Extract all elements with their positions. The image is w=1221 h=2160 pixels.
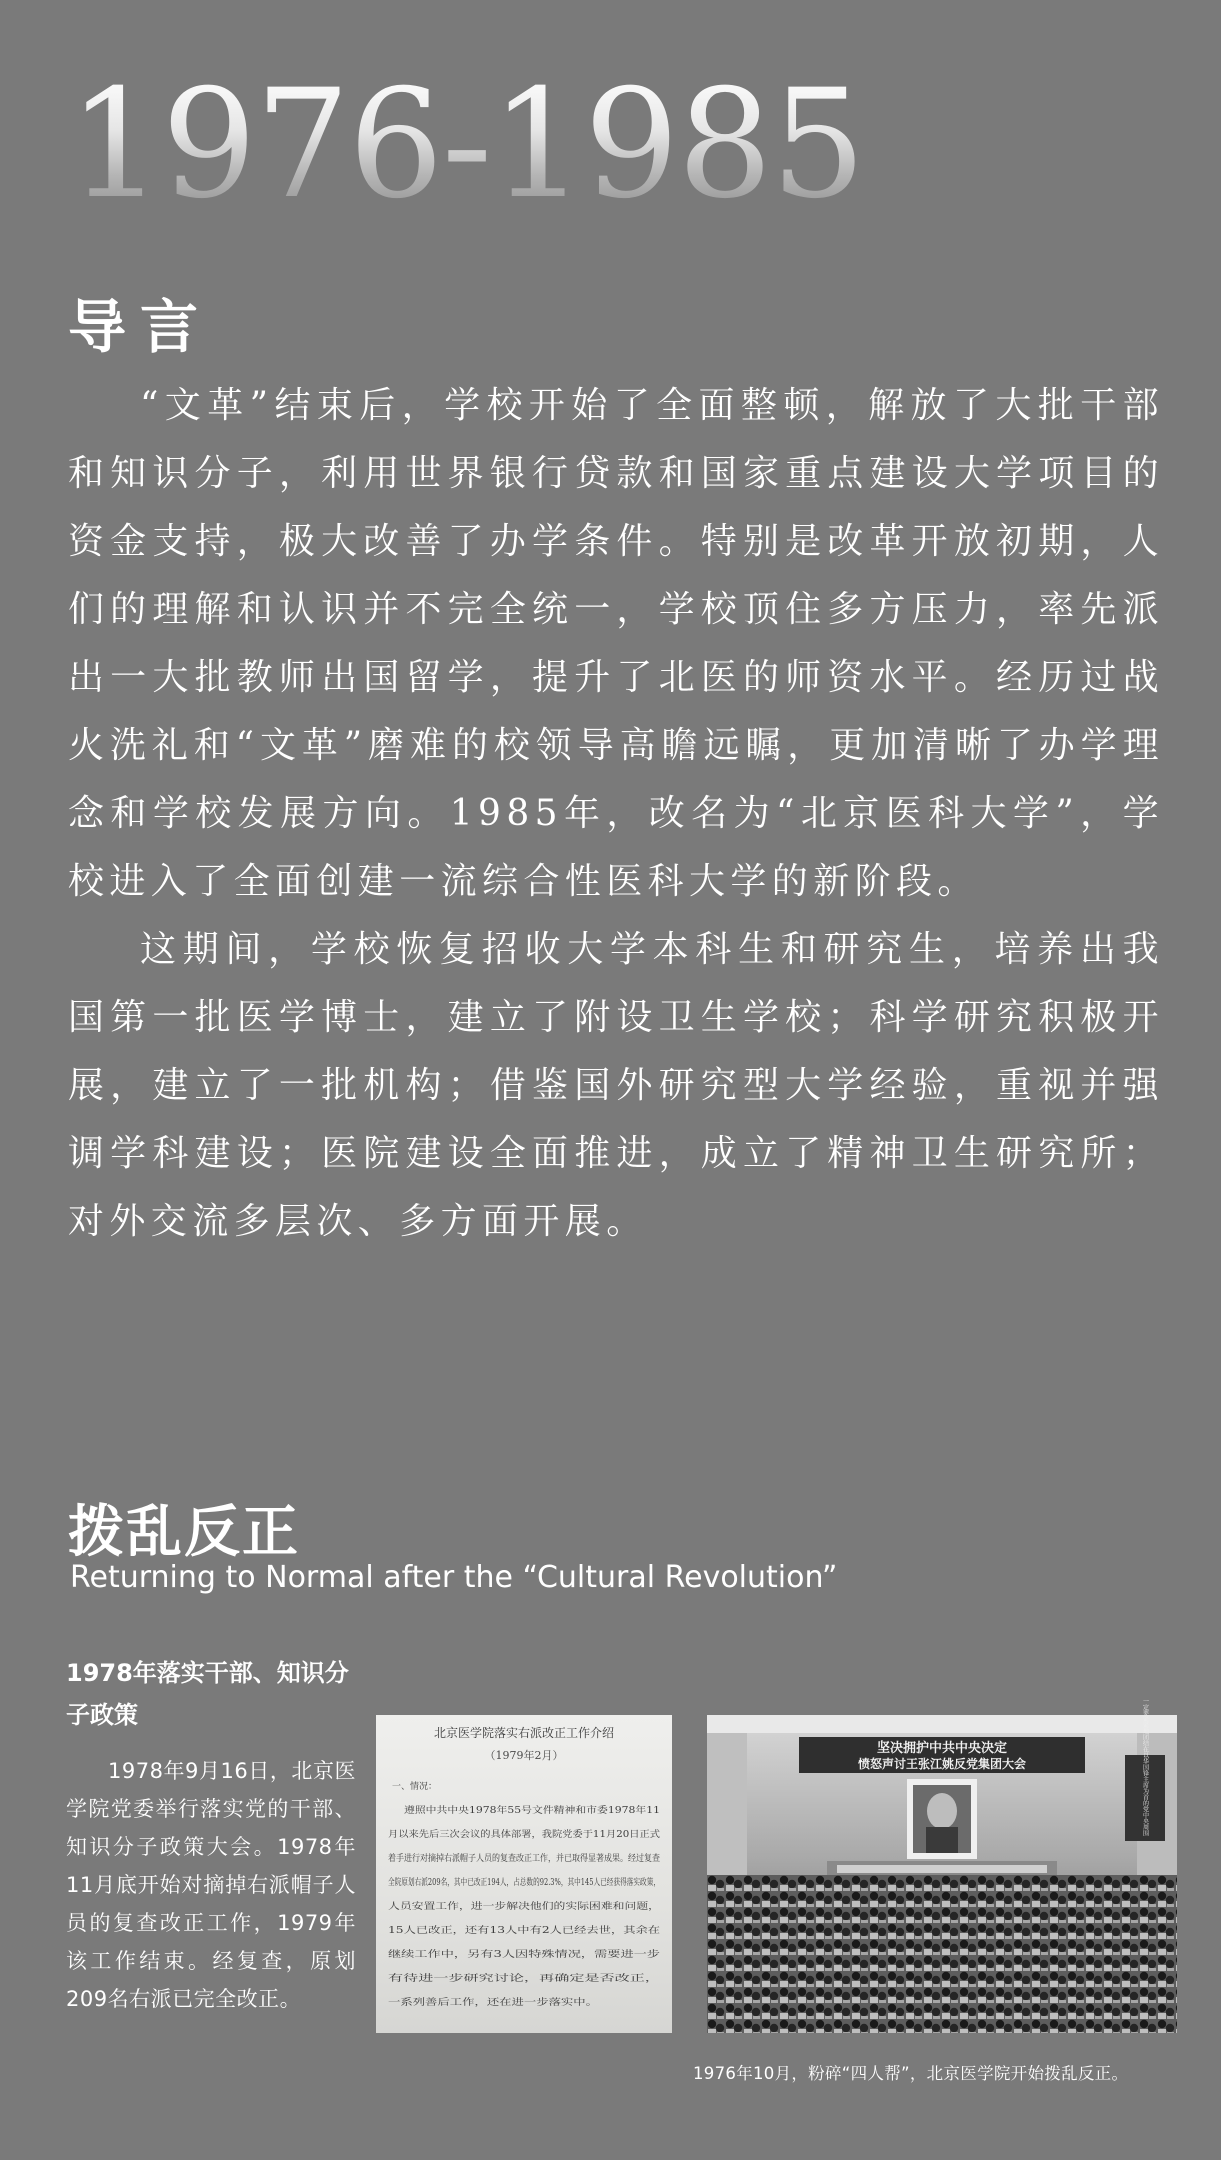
document-line: 一系列善后工作，还在进一步落实中。: [388, 1998, 542, 2008]
intro-paragraph-1: “文革”结束后，学校开始了全面整顿，解放了大批干部和知识分子，利用世界银行贷款和国家重点建设大学项目的资金支持，极大改善了办学条件。特别是改革开放初期，人们的理解和认识并不完全统一，学校顶住多方压力，率先派出一大批教师出国留学，提升了北医的师资水平。经历过战火洗礼和“文革”磨难的校领导高瞻远瞩，更加清晰了办学理念和学校发展方向。1985年，改名为“北京医科大学”，学校进入了全面创建一流综合性医科大学的新阶段。: [68, 385, 1164, 902]
document-line: 一、情况：: [392, 1782, 438, 1792]
document-line: 有待进一步研究讨论，再确定是否改正，: [388, 1974, 551, 1984]
side-banner-text: 一定要紧紧地团结在以华国锋主席为首的党中央周围: [1141, 1698, 1149, 1836]
document-line: 月以来先后三次会议的具体部署，我院党委于11月20日正式: [388, 1830, 627, 1840]
meeting-hall-photo: [707, 1698, 1177, 2033]
document-date-line: （1979年2月）: [484, 1749, 564, 1762]
intro-heading: 导言: [68, 293, 213, 361]
archival-document-photo: [376, 1715, 757, 2033]
sidebar-heading: 1978年落实干部、知识分子政策: [66, 1659, 349, 1729]
section-heading: 拨乱反正: [68, 1500, 300, 1565]
photo-caption: 1976年10月，粉碎“四人帮”，北京医学院开始拨乱反正。: [693, 2064, 1129, 2083]
intro-body: [68, 372, 1164, 1256]
banner-line-1: 坚决拥护中共中央决定: [876, 1741, 1008, 1756]
intro-paragraph-2: 这期间，学校恢复招收大学本科生和研究生，培养出我国第一批医学博士，建立了附设卫生学校；科学研究积极开展，建立了一批机构；借鉴国外研究型大学经验，重视并强调学科建设；医院建设全面推进，成立了精神卫生研究所；对外交流多层次、多方面开展。: [68, 929, 1164, 1242]
sidebar-body: 1978年9月16日，北京医学院党委举行落实党的干部、知识分子政策大会。1978年11月底开始对摘掉右派帽子人员的复查改正工作，1979年该工作结束。经复查，原划209名右派已完全改正。: [66, 1759, 356, 2011]
document-line: 遵照中共中央1978年55号文件精神和市委1978年11: [404, 1806, 617, 1816]
document-line: 着手进行对摘掉右派帽子人员的复查改正工作，并已取得显著成果。经过复查: [388, 1854, 695, 1864]
banner-line-2: 愤怒声讨王张江姚反党集团大会: [857, 1757, 1027, 1771]
section-subtitle: Returning to Normal after the “Cultural Revolution”: [70, 1560, 838, 1595]
document-line: 继续工作中，另有3人因特殊情况，需要进一步: [388, 1950, 574, 1960]
era-title: 1976-1985: [68, 58, 865, 232]
document-line: 全院原划右派209名，其中已改正194人，占总数的92.3%，其中145人已经获得落实政策，: [388, 1878, 757, 1888]
document-line: 人员安置工作，进一步解决他们的实际困难和问题，: [388, 1902, 596, 1912]
document-title-line: 北京医学院落实右派改正工作介绍: [433, 1726, 615, 1740]
document-line: 15人已改正，还有13人中有2人已经去世，其余在: [388, 1926, 588, 1936]
